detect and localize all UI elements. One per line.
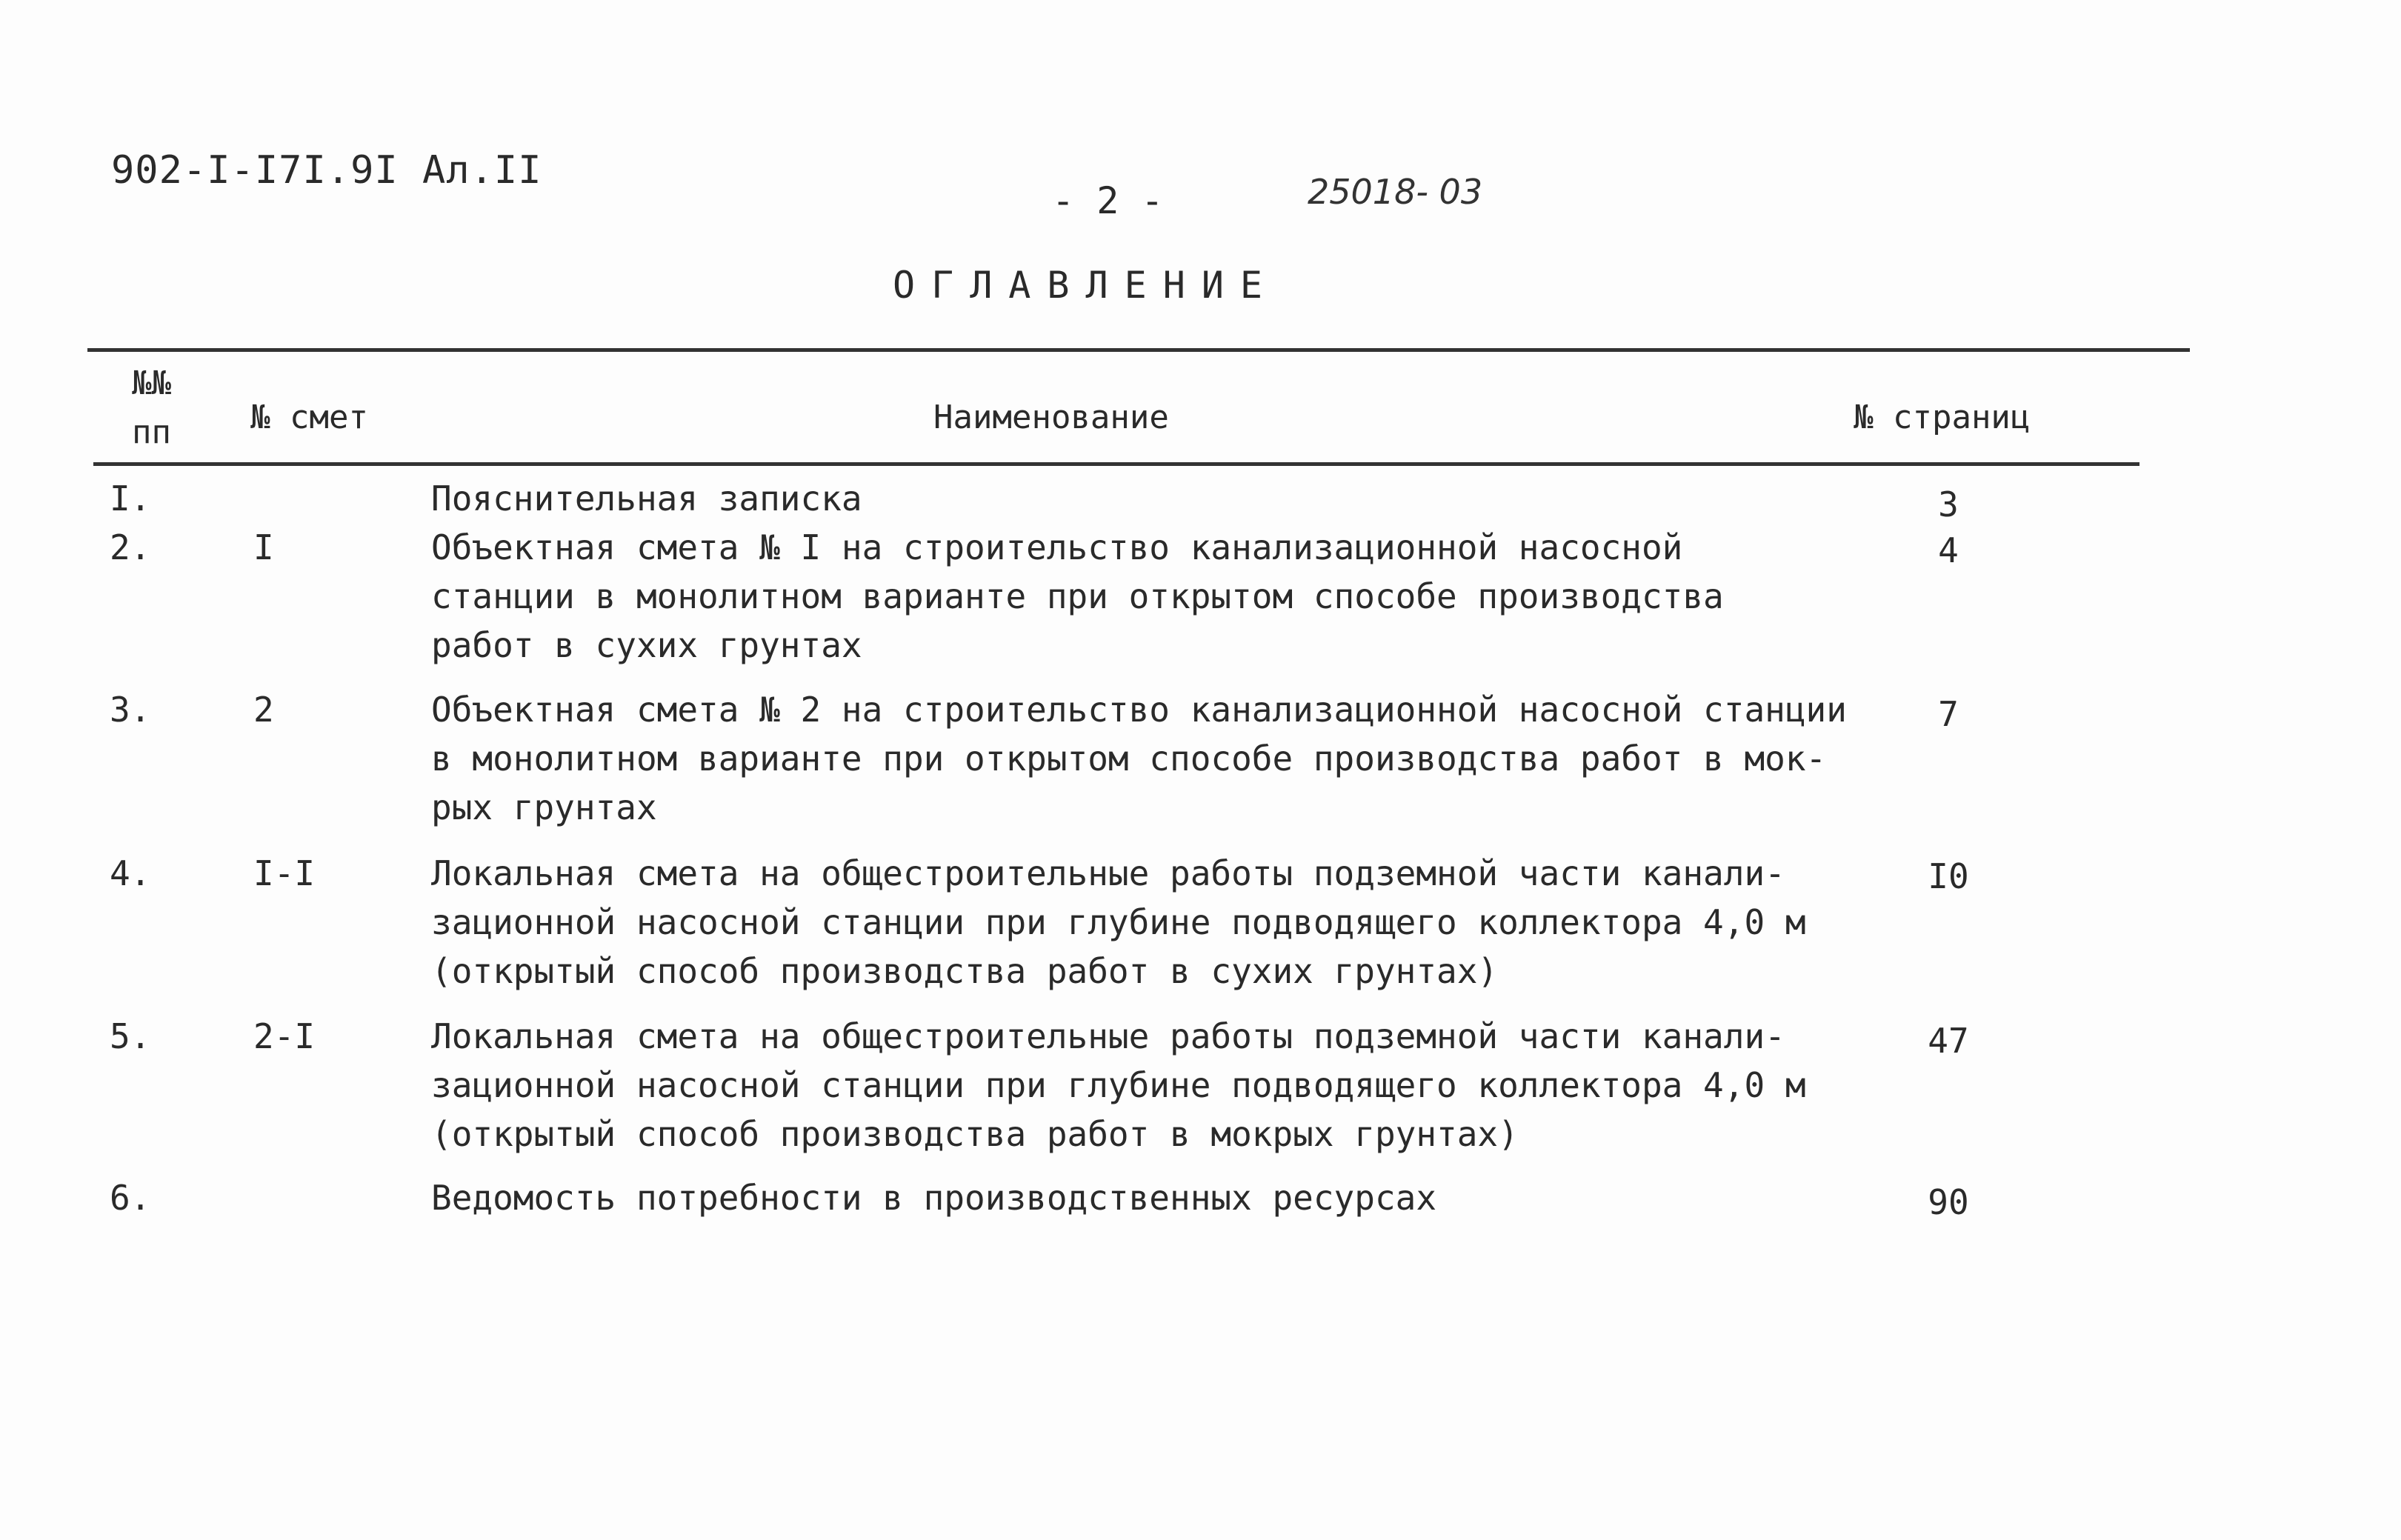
header-name: Наименование [933, 399, 1169, 436]
row-num: 3. [110, 690, 151, 730]
row-name [431, 523, 1724, 670]
row-smet: I-I [253, 853, 316, 893]
row-page: 90 [1928, 1182, 1969, 1222]
row-name [431, 849, 1806, 996]
header-smet: № смет [250, 399, 368, 436]
row-name-line: Локальная смета на общестроительные работы подземной части канали- [431, 853, 1785, 893]
row-num: 2. [110, 527, 151, 567]
row-num: 6. [110, 1178, 151, 1218]
table-header-rule [93, 462, 2139, 466]
page-number: - 2 - [1052, 179, 1164, 222]
row-num: 5. [110, 1016, 151, 1056]
row-page: 3 [1938, 484, 1959, 524]
row-name-line: зационной насосной станции при глубине подводящего коллектора 4,0 м [431, 902, 1806, 942]
row-smet: 2 [253, 690, 274, 730]
table-top-rule [87, 348, 2190, 352]
row-num: I. [110, 479, 151, 519]
row-name [431, 474, 862, 523]
row-name-line: Пояснительная записка [431, 479, 862, 519]
row-page: 47 [1928, 1021, 1969, 1061]
row-name-line: (открытый способ производства работ в сухих грунтах) [431, 951, 1499, 991]
row-name-line: Локальная смета на общестроительные работы подземной части канали- [431, 1016, 1785, 1056]
row-page: I0 [1928, 856, 1969, 896]
row-name-line: в монолитном варианте при открытом способе производства работ в мок- [431, 739, 1827, 779]
header-num-line2: пп [132, 413, 171, 451]
toc-title: ОГЛАВЛЕНИЕ [893, 264, 1279, 307]
row-name [431, 685, 1847, 832]
row-page: 7 [1938, 694, 1959, 734]
stamp-number: 25018- 03 [1308, 172, 1483, 212]
row-name-line: работ в сухих грунтах [431, 625, 862, 665]
row-name-line: Ведомость потребности в производственных ресурсах [431, 1178, 1437, 1218]
row-name-line: станции в монолитном варианте при открытом способе производства [431, 576, 1724, 616]
row-page: 4 [1938, 530, 1959, 570]
row-name-line: Объектная смета № I на строительство канализационной насосной [431, 527, 1683, 567]
doc-code: 902-I-I7I.9I Ал.II [111, 148, 542, 193]
row-name-line: (открытый способ производства работ в мокрых грунтах) [431, 1114, 1519, 1154]
row-smet: 2-I [253, 1016, 316, 1056]
row-num: 4. [110, 853, 151, 893]
header-pages: № страниц [1854, 399, 2031, 436]
row-name [431, 1012, 1806, 1159]
row-smet: I [253, 527, 274, 567]
header-num-line1: №№ [132, 364, 171, 402]
row-name-line: Объектная смета № 2 на строительство канализационной насосной станции [431, 690, 1847, 730]
row-name-line: рых грунтах [431, 787, 657, 827]
row-name-line: зационной насосной станции при глубине подводящего коллектора 4,0 м [431, 1065, 1806, 1105]
row-name [431, 1173, 1436, 1222]
